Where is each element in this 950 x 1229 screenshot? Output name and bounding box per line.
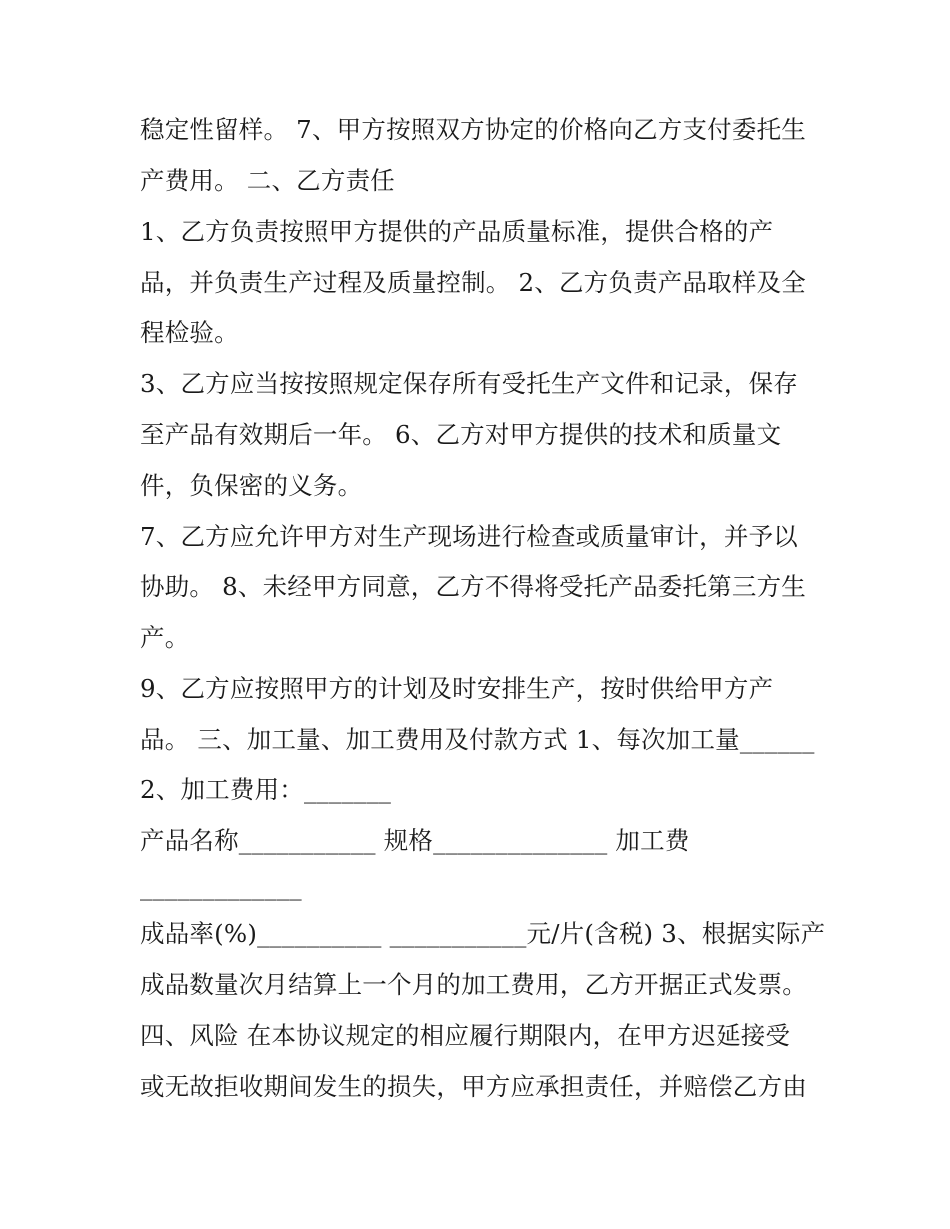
text-line: 7、乙方应允许甲方对生产现场进行检查或质量审计，并予以: [140, 522, 798, 551]
text-line: 品，并负责生产过程及质量控制。 2、乙方负责产品取样及全: [140, 268, 806, 297]
text-line: 协助。 8、未经甲方同意，乙方不得将受托产品委托第三方生: [140, 572, 806, 601]
text-line: 产。: [140, 623, 190, 652]
text-line: 3、乙方应当按按照规定保存所有受托生产文件和记录，保存: [140, 369, 798, 398]
text-line: 产品名称___________ 规格______________ 加工费: [140, 826, 690, 855]
text-line: 2、加工费用：_______: [140, 775, 392, 804]
text-line: 稳定性留样。 7、甲方按照双方协定的价格向乙方支付委托生: [140, 115, 806, 144]
text-line: 品。 三、加工量、加工费用及付款方式 1、每次加工量______: [140, 725, 815, 754]
text-line: _____________: [140, 872, 302, 901]
text-line: 成品率(%)__________ ___________元/片(含税) 3、根据实际产: [140, 919, 826, 948]
text-line: 1、乙方负责按照甲方提供的产品质量标准，提供合格的产: [140, 217, 774, 246]
text-line: 9、乙方应按照甲方的计划及时安排生产，按时供给甲方产: [140, 674, 774, 703]
text-line: 或无故拒收期间发生的损失，甲方应承担责任，并赔偿乙方由: [140, 1072, 807, 1101]
text-line: 件，负保密的义务。: [140, 471, 363, 500]
text-line: 程检验。: [140, 318, 239, 347]
text-line: 至产品有效期后一年。 6、乙方对甲方提供的技术和质量文: [140, 420, 782, 449]
text-line: 四、风险 在本协议规定的相应履行期限内，在甲方迟延接受: [140, 1021, 791, 1050]
text-line: 产费用。 二、乙方责任: [140, 166, 395, 195]
text-line: 成品数量次月结算上一个月的加工费用，乙方开据正式发票。: [140, 970, 807, 999]
